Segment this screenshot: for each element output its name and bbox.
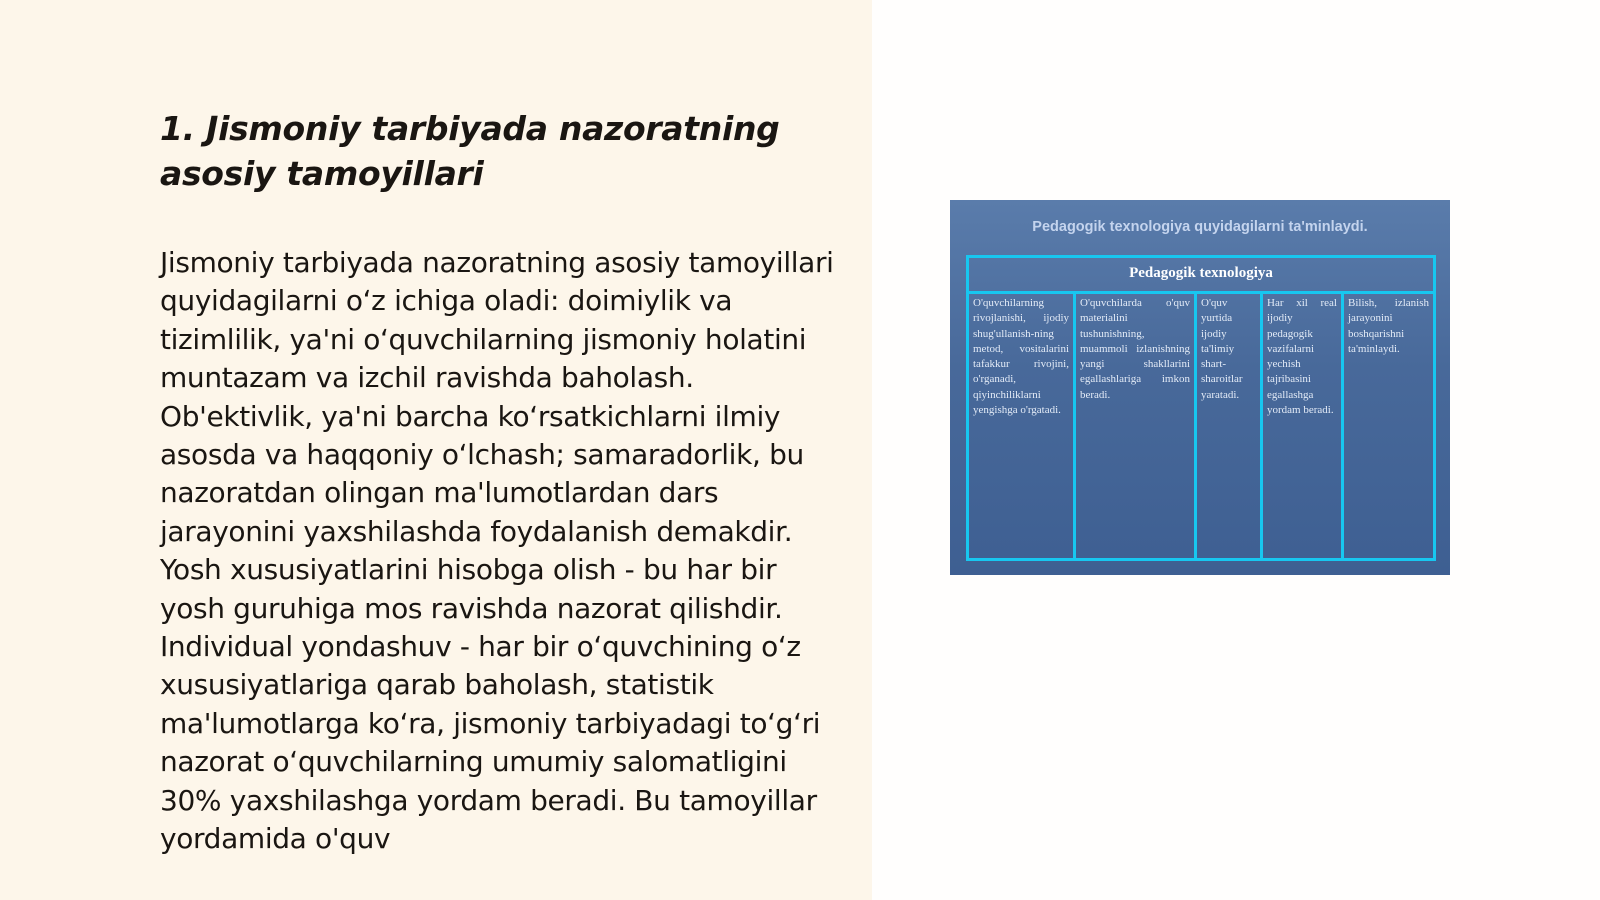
section-heading: 1. Jismoniy tarbiyada nazoratning asosiy tamoyillari (160, 109, 780, 193)
table-column-1: O'quvchilarning rivojlanishi, ijodiy shug'ullanish-ning metod, vositalarini tafakkur rivojini, o'rganadi, qiyinchiliklarni yengishga o'rgatadi. (969, 294, 1076, 558)
body-paragraph: Jismoniy tarbiyada nazoratning asosiy tamoyillari quyidagilarni oʻz ichiga oladi: doimiylik va tizimlilik, ya'ni oʻquvchilarning jismoniy holatini muntazam va izchil ravishda baholash. Ob'ektivlik, ya'ni barcha koʻrsatkichlarni ilmiy asosda va haqqoniy oʻlchash; samaradorlik, bu nazoratdan olingan ma'lumotlardan dars jarayonini yaxshilashda foydalanish demakdir. Yosh xususiyatlarini hisobga olish - bu har bir yosh guruhiga mos ravishda nazorat qilishdir. Individual yondashuv - har bir oʻquvchining oʻz xususiyatlariga qarab baholash, statistik ma'lumotlarga koʻra, jismoniy tarbiyadagi toʻgʻri nazorat oʻquvchilarning umumiy salomatligini 30% yaxshilashga yordam beradi. Bu tamoyillar yordamida o'quv (160, 246, 834, 856)
table-column-5: Bilish, izlanish jarayonini boshqarishni ta'minlaydi. (1348, 297, 1429, 355)
table-column-2: O'quvchilarda o'quv materialini tushunishning, muammoli izlanishning yangi shakllarini egallashlariga imkon beradi. (1076, 294, 1197, 558)
pedagogical-technology-table (966, 255, 1436, 561)
slide-title: Pedagogik texnologiya quyidagilarni ta'minlaydi. (1032, 219, 1368, 235)
table-column-3: O'quv yurtida ijodiy ta'limiy shart-sharoitlar yaratadi. (1197, 294, 1263, 558)
table-header: Pedagogik texnologiya (969, 258, 1433, 294)
pedagogical-technology-slide-image (950, 200, 1450, 575)
table-column-4: Har xil real ijodiy pedagogik vazifalarni yechish tajribasini egallashga yordam beradi. (1263, 294, 1344, 558)
